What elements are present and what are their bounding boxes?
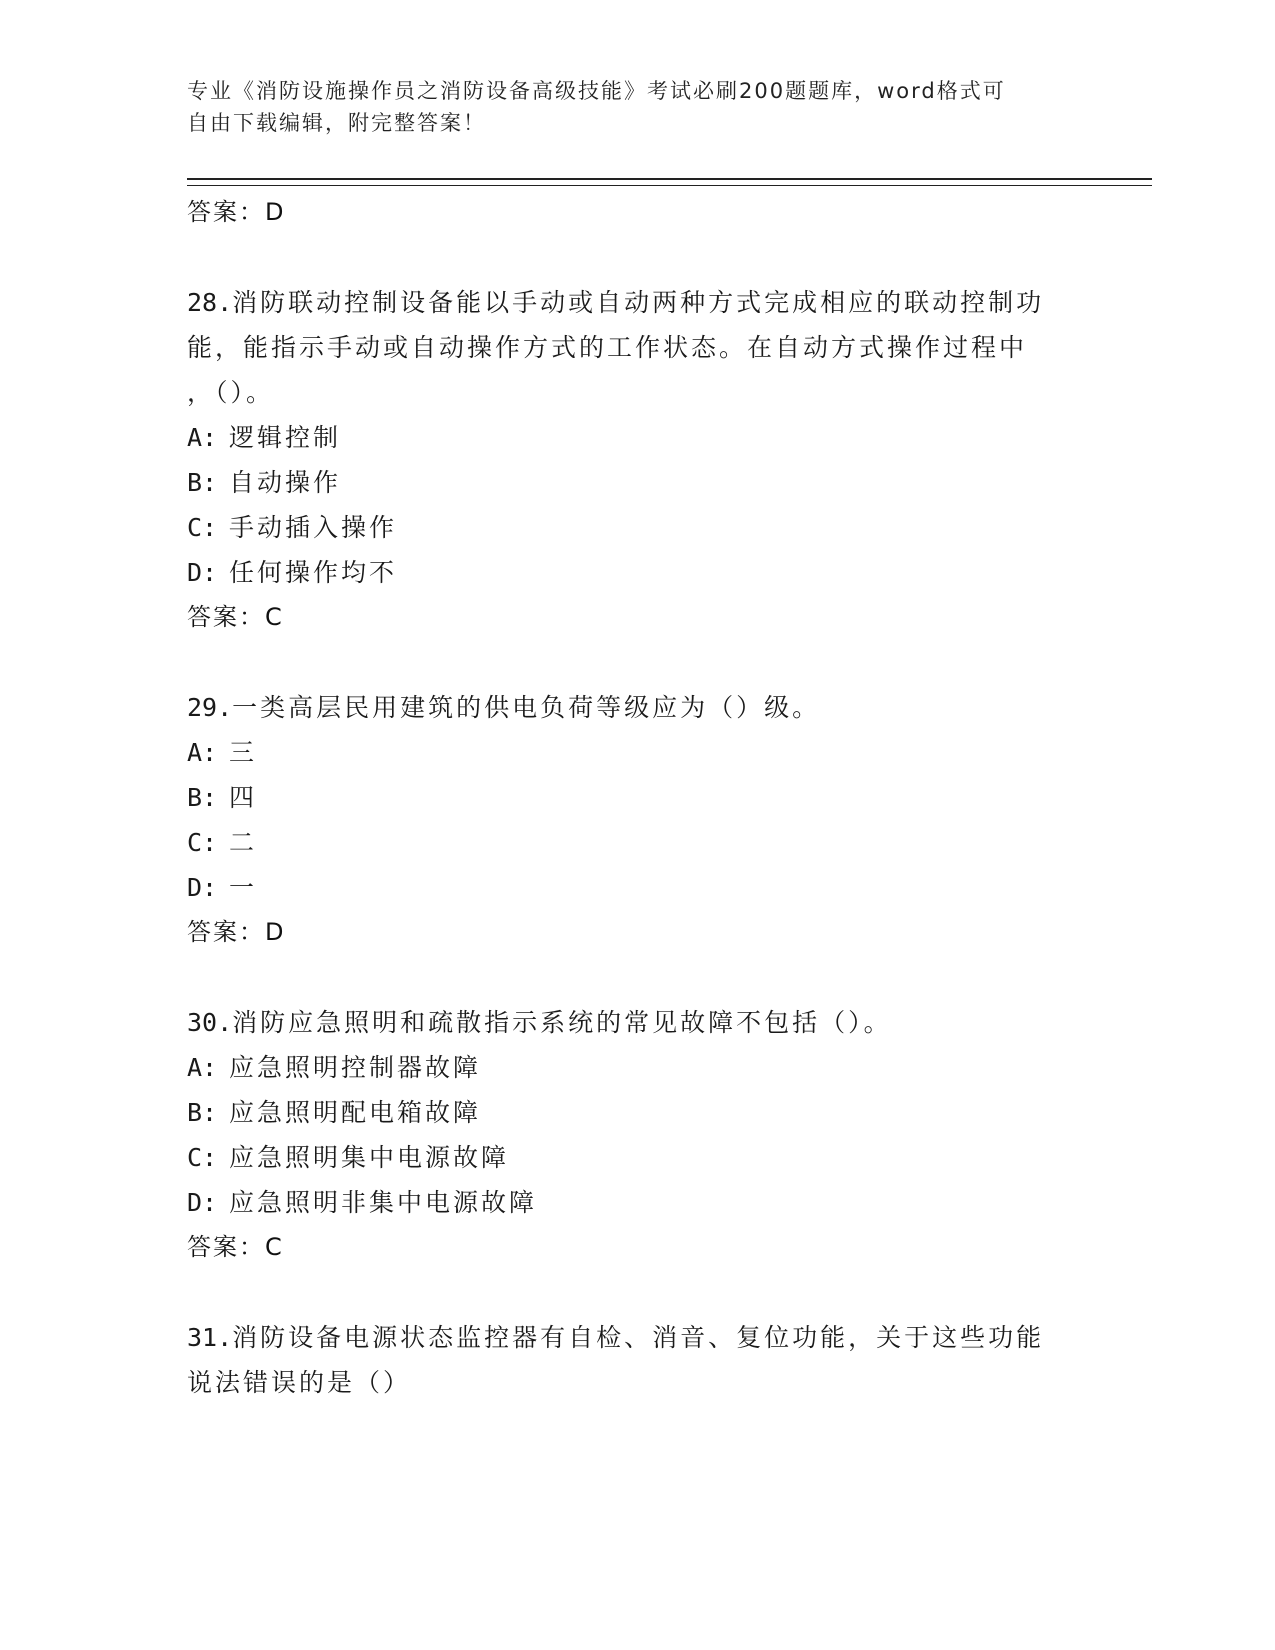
question-text — [187, 280, 1087, 325]
option-text: 自动操作 — [229, 468, 342, 497]
question-number: 31. — [187, 1323, 233, 1352]
option-letter: D: — [187, 558, 218, 587]
option-b — [187, 775, 1087, 820]
question-text — [187, 685, 1087, 730]
option-text: 逻辑控制 — [229, 423, 342, 452]
header-divider — [187, 178, 1152, 186]
header-line-2: 自由下载编辑，附完整答案！ — [187, 111, 486, 135]
question-number: 28. — [187, 288, 233, 317]
option-c — [187, 820, 1087, 865]
question-line: 消防联动控制设备能以手动或自动两种方式完成相应的联动控制功 — [232, 288, 1045, 317]
option-letter: A: — [187, 738, 218, 767]
option-text: 任何操作均不 — [229, 558, 398, 587]
option-letter: C: — [187, 1143, 218, 1172]
document-body — [187, 190, 1087, 1405]
option-a — [187, 1045, 1087, 1090]
option-a — [187, 730, 1087, 775]
option-b — [187, 1090, 1087, 1135]
option-text: 手动插入操作 — [229, 513, 398, 542]
option-letter: B: — [187, 468, 218, 497]
option-letter: A: — [187, 1053, 218, 1082]
answer-line: 答案：C — [187, 603, 284, 631]
question-line: 能，能指示手动或自动操作方式的工作状态。在自动方式操作过程中 — [187, 333, 1028, 362]
option-text: 三 — [229, 738, 258, 767]
option-d — [187, 550, 1087, 595]
option-letter: C: — [187, 828, 218, 857]
option-text: 应急照明集中电源故障 — [229, 1143, 510, 1172]
header-line-1: 专业《消防设施操作员之消防设备高级技能》考试必刷200题题库，word格式可 — [187, 79, 1006, 103]
question-number: 30. — [187, 1008, 233, 1037]
option-text: 应急照明非集中电源故障 — [229, 1188, 538, 1217]
option-text: 一 — [229, 873, 258, 902]
question-line: ，（）。 — [187, 378, 275, 407]
option-b — [187, 460, 1087, 505]
option-letter: C: — [187, 513, 218, 542]
question-29 — [187, 685, 1087, 954]
option-a — [187, 415, 1087, 460]
answer-line: 答案：D — [187, 198, 286, 226]
option-d — [187, 1180, 1087, 1225]
answer-line: 答案：C — [187, 1233, 284, 1261]
answer-line: 答案：D — [187, 918, 286, 946]
option-text: 四 — [229, 783, 258, 812]
option-text: 应急照明控制器故障 — [229, 1053, 482, 1082]
question-text — [187, 1315, 1087, 1360]
option-text: 应急照明配电箱故障 — [229, 1098, 482, 1127]
question-text — [187, 1000, 1087, 1045]
option-c — [187, 505, 1087, 550]
option-letter: B: — [187, 1098, 218, 1127]
question-line: 消防应急照明和疏散指示系统的常见故障不包括（）。 — [232, 1008, 892, 1037]
option-letter: B: — [187, 783, 218, 812]
question-28 — [187, 280, 1087, 639]
page-header — [187, 75, 1067, 139]
question-number: 29. — [187, 693, 233, 722]
option-letter: D: — [187, 873, 218, 902]
question-30 — [187, 1000, 1087, 1269]
question-line: 消防设备电源状态监控器有自检、消音、复位功能，关于这些功能 — [232, 1323, 1045, 1352]
question-line: 说法错误的是（） — [187, 1368, 412, 1397]
option-d — [187, 865, 1087, 910]
option-letter: D: — [187, 1188, 218, 1217]
question-line: 一类高层民用建筑的供电负荷等级应为（）级。 — [232, 693, 821, 722]
option-text: 二 — [229, 828, 258, 857]
option-letter: A: — [187, 423, 218, 452]
question-31 — [187, 1315, 1087, 1405]
option-c — [187, 1135, 1087, 1180]
